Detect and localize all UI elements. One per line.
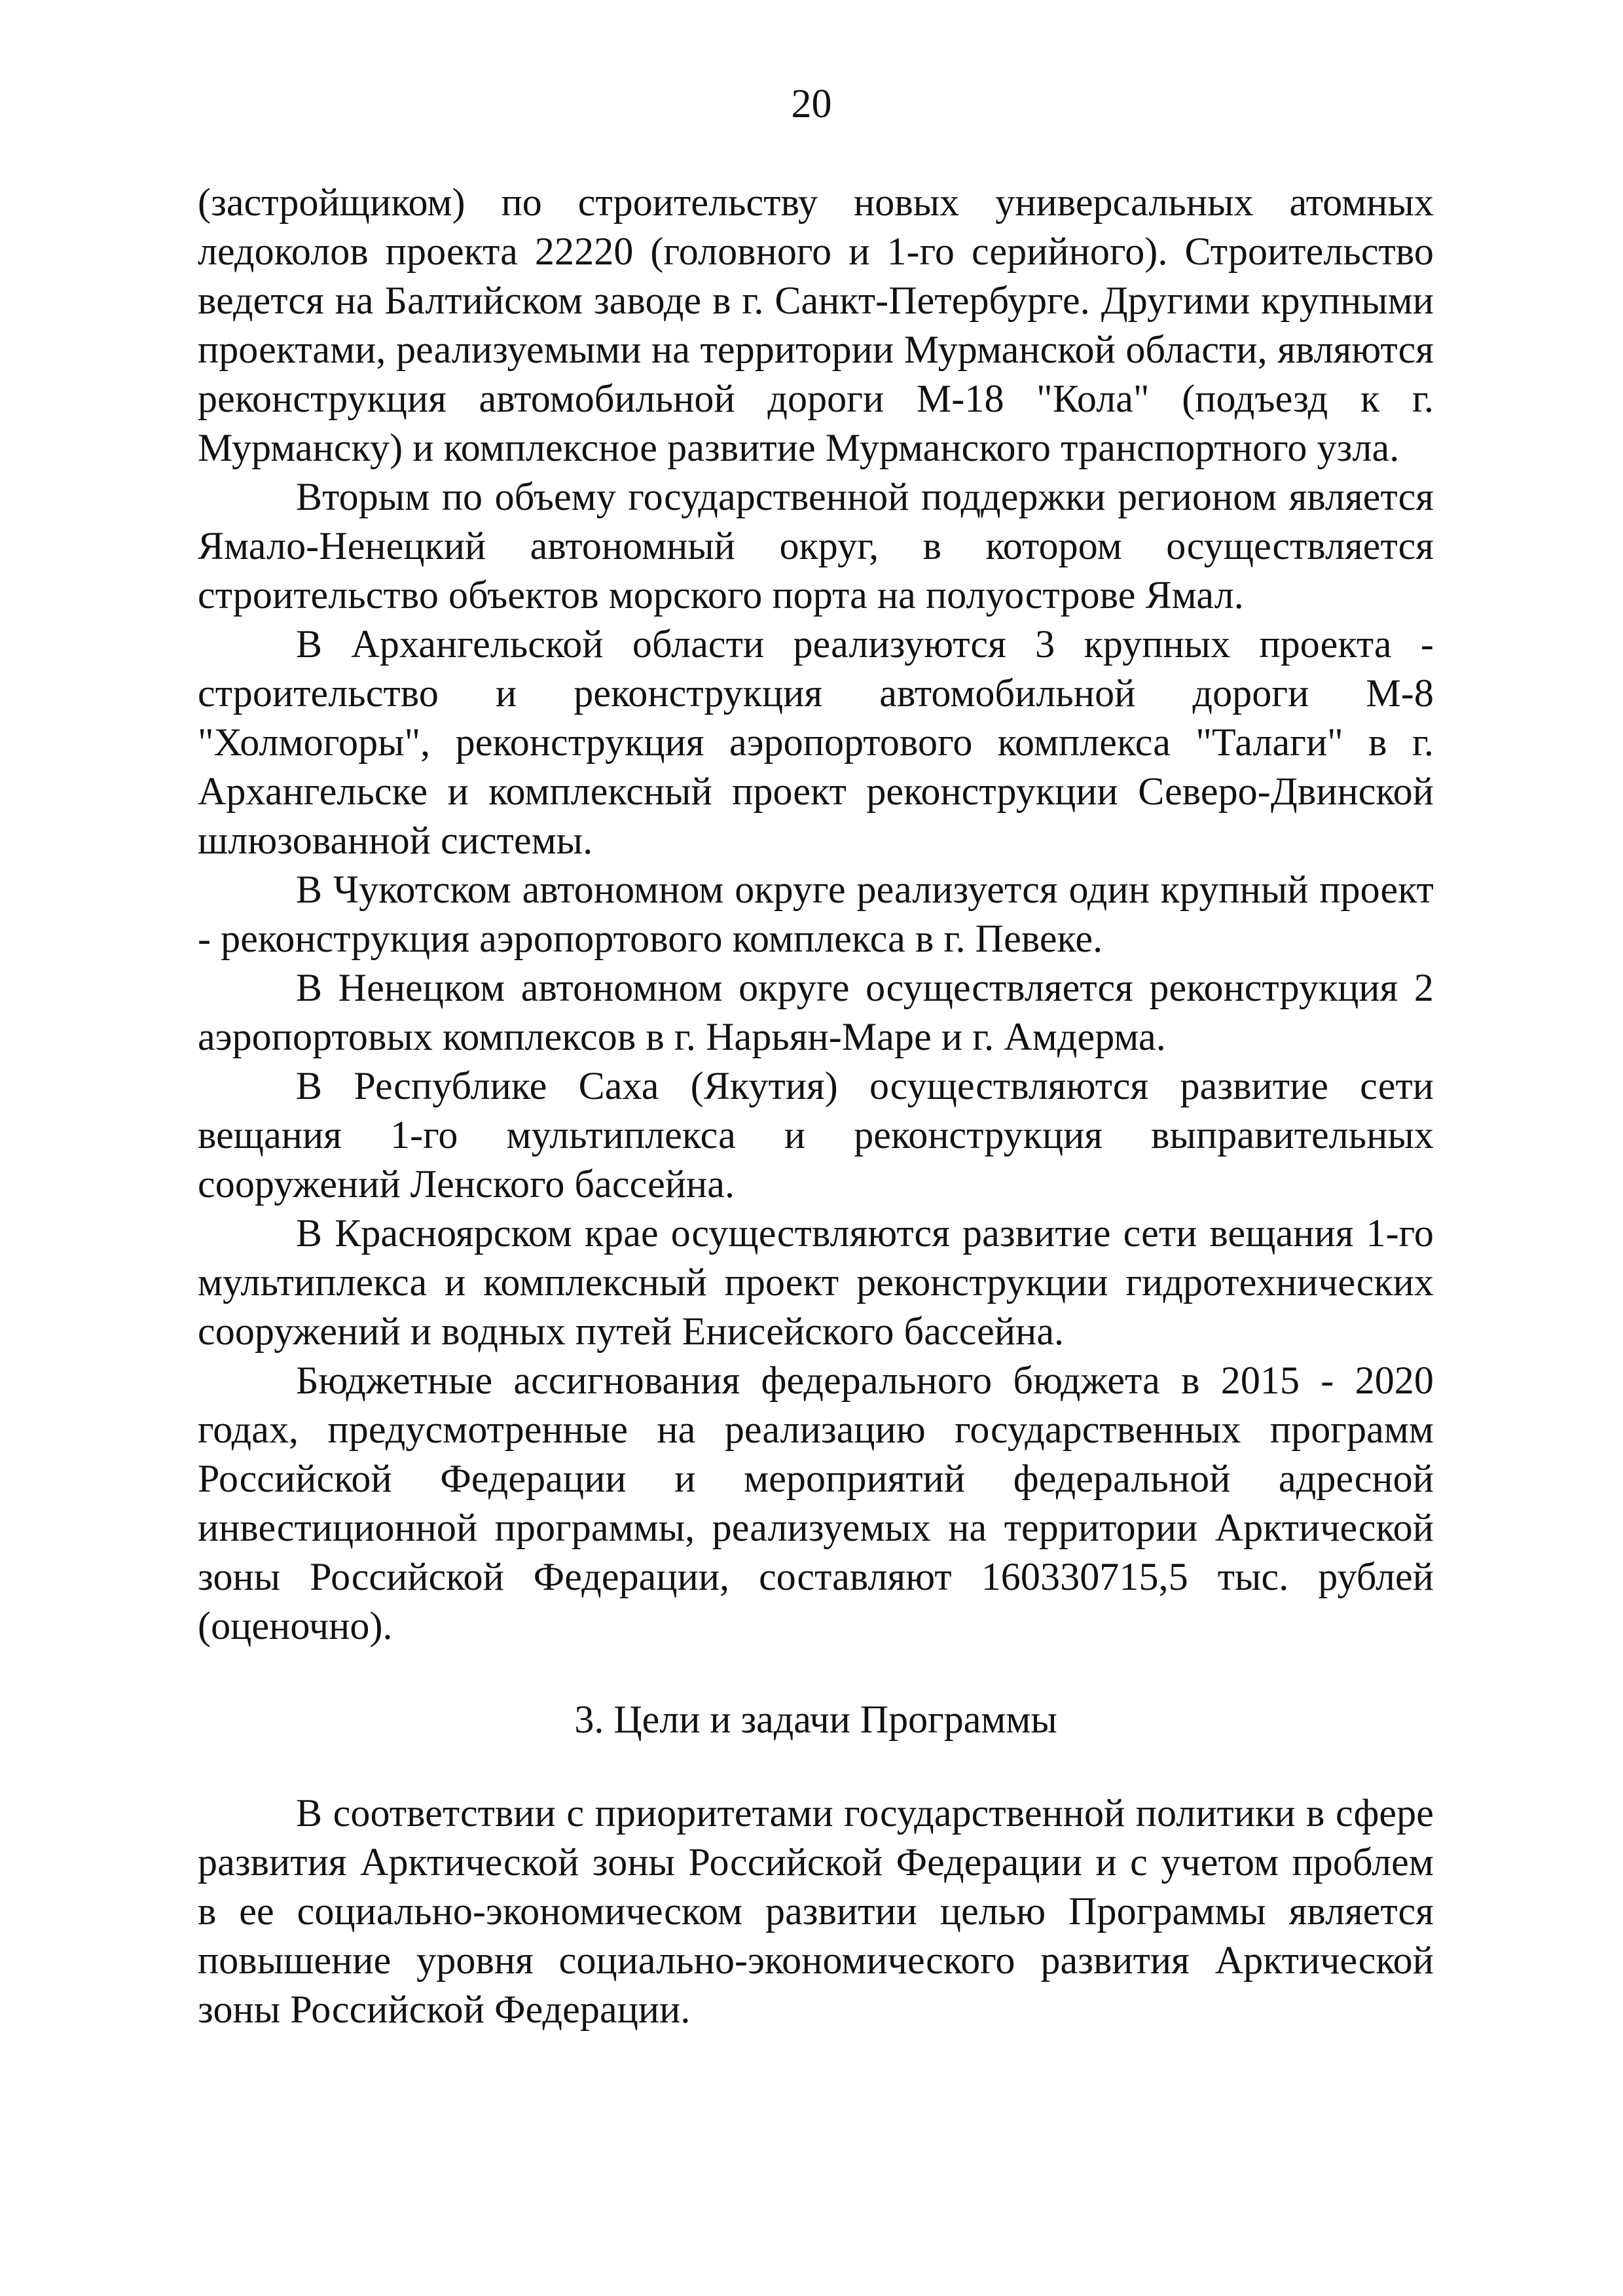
document-body <box>198 178 1434 2034</box>
paragraph-continuation: (застройщиком) по строительству новых универсальных атомных ледоколов проекта 22220 (головного и 1-го серийного). Строительство ведется на Балтийском заводе в г. Санкт-Петербурге. Другими крупными проектами, реализуемыми на территории Мурманской области, являются реконструкция автомобильной дороги М-18 "Кола" (подъезд к г. Мурманску) и комплексное развитие Мурманского транспортного узла. <box>198 181 1434 469</box>
paragraph-sakha: В Республике Саха (Якутия) осуществляются развитие сети вещания 1-го мультиплекса и реконструкция выправительных сооружений Ленского бассейна. <box>198 1064 1434 1206</box>
section-heading: 3. Цели и задачи Программы <box>574 1698 1057 1741</box>
paragraph-budget: Бюджетные ассигнования федерального бюджета в 2015 - 2020 годах, предусмотренные на реализацию государственных программ Российской Федерации и мероприятий федеральной адресной инвестиционной программы, реализуемых на территории Арктической зоны Российской Федерации, составляют 160330715,5 тыс. рублей (оценочно). <box>198 1359 1434 1647</box>
page-number: 20 <box>791 82 832 126</box>
paragraph-nenets: В Ненецком автономном округе осуществляется реконструкция 2 аэропортовых комплексов в г. Нарьян-Маре и г. Амдерма. <box>198 966 1434 1058</box>
paragraph-chukotka: В Чукотском автономном округе реализуется один крупный проект - реконструкция аэропортового комплекса в г. Певеке. <box>198 868 1434 960</box>
paragraph-krasnoyarsk: В Красноярском крае осуществляются развитие сети вещания 1-го мультиплекса и комплексный проект реконструкции гидротехнических сооружений и водных путей Енисейского бассейна. <box>198 1211 1434 1353</box>
paragraph-arkhangelsk: В Архангельской области реализуются 3 крупных проекта - строительство и реконструкция автомобильной дороги М-8 "Холмогоры", реконструкция аэропортового комплекса "Талаги" в г. Архангельске и комплексный проект реконструкции Северо-Двинской шлюзованной системы. <box>198 622 1434 862</box>
paragraph-goals: В соответствии с приоритетами государственной политики в сфере развития Арктической зоны Российской Федерации и с учетом проблем в ее социально-экономическом развитии целью Программы является повышение уровня социально-экономического развития Арктической зоны Российской Федерации. <box>198 1791 1434 2031</box>
paragraph-yamal: Вторым по объему государственной поддержки регионом является Ямало-Ненецкий автономный округ, в котором осуществляется строительство объектов морского порта на полуострове Ямал. <box>198 475 1434 617</box>
